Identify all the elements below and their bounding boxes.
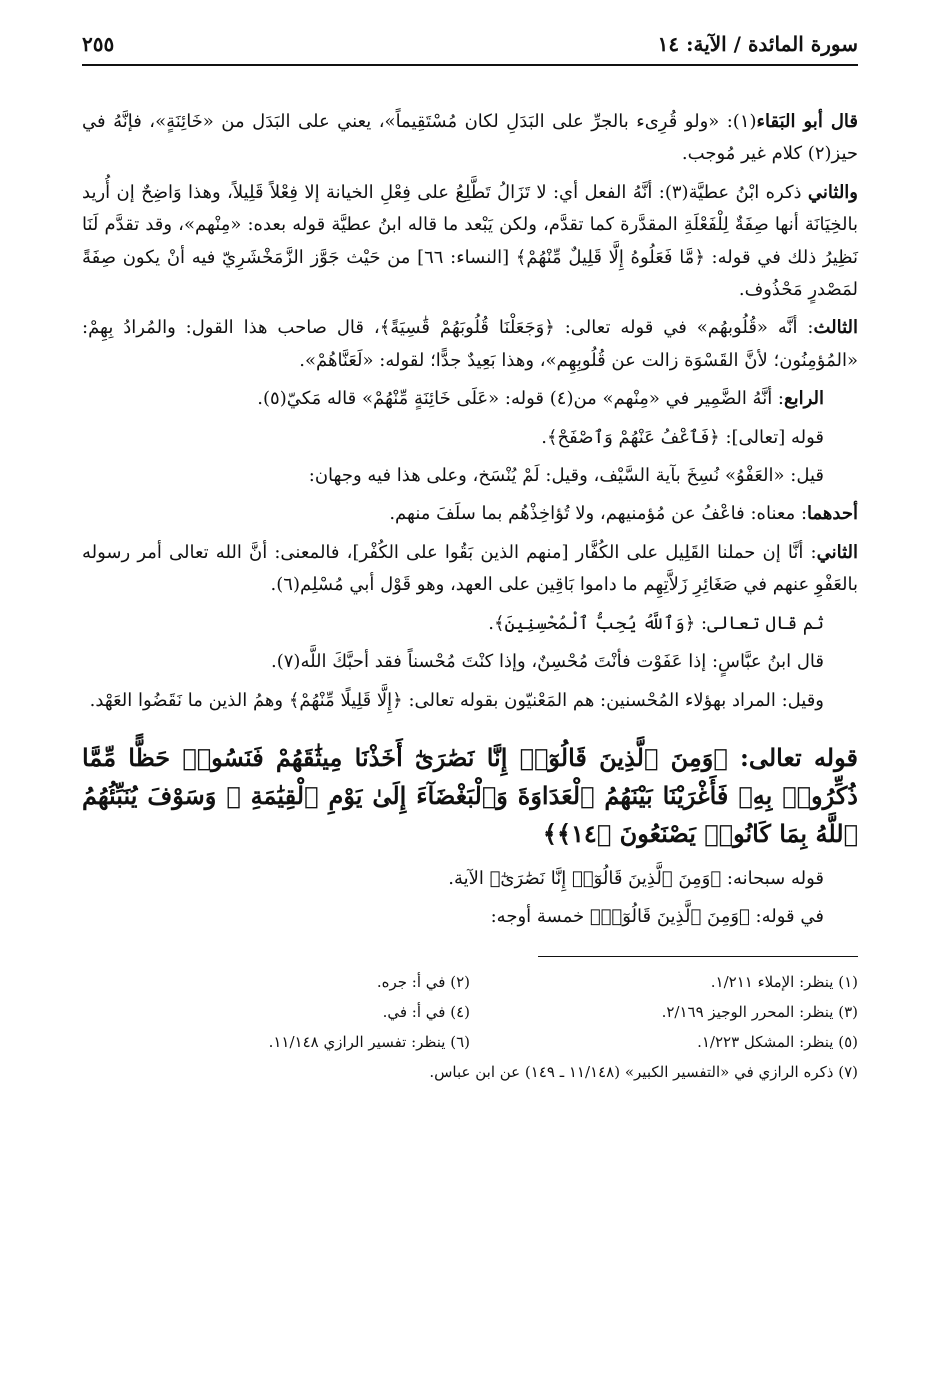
- paragraph: [82, 177, 858, 307]
- paragraph-text: : أنَّه «قُلُوبهُم» في قوله تعالى: ﴿وَجَعَلْنَا قُلُوبَهُمْ قَٰسِيَةً﴾، قال صاحب هذا القول: والمُرادُ بِهِمْ: «المُؤمِنُون؛ لأنَّ القَسْوَة زالت عن قُلُوبِهِم»، وهذا بَعِيدٌ جدًّا؛ لقوله: «لَعَنَّاهُمْ».: [82, 317, 858, 371]
- paragraph-text: : أنَّهُ الضَّمِير في «مِنْهم» من(٤) قوله: «عَلَى خَائِنَةٍ مِّنْهُمْ» قاله مَكيّ(٥).: [257, 388, 784, 410]
- paragraph: [82, 460, 858, 492]
- paragraph-text: وقيل: المراد بهؤلاء المُحْسنين: هم المَعْنيّون بقوله تعالى: ﴿إِلَّا قَلِيلًا مِّنْهُمْ﴾ وهمُ الذين ما نَقَضُوا العَهْد.: [89, 689, 824, 711]
- paragraph-text: قال ابنُ عبَّاسٍ: إذا عَفَوْت فأنْتَ مُحْسِنٌ، وإذا كنْتَ مُحْسناً فقد أحبَّكَ اللَّه(٧).: [271, 651, 824, 673]
- footnotes: [82, 967, 858, 1087]
- footnote-row: [82, 1027, 858, 1057]
- paragraph-text: في قوله: ﴿وَمِنَ ٱلَّذِينَ قَالُوٓا۟﴾ خمسة أوجه:: [490, 906, 824, 928]
- footnote-row: [82, 967, 858, 997]
- paragraph: [82, 312, 858, 377]
- quran-verse: قوله تعالى: ﴿وَمِنَ ٱلَّذِينَ قَالُوٓا۟ إِنَّا نَصَٰرَىٰٓ أَخَذْنَا مِيثَٰقَهُمْ فَنَسُوا۟ حَظًّا مِّمَّا ذُكِّرُوا۟ بِهِۦ فَأَغْرَيْنَا بَيْنَهُمُ ٱلْعَدَاوَةَ وَٱلْبَغْضَآءَ إِلَىٰ يَوْمِ ٱلْقِيَٰمَةِ ۚ وَسَوْفَ يُنَبِّئُهُمُ ٱللَّهُ بِمَا كَانُوا۟ يَصْنَعُونَ ﴿١٤﴾﴾: [82, 742, 858, 848]
- paragraph-lead: الثاني: [816, 541, 858, 563]
- running-header: [82, 30, 858, 66]
- footnote-divider: [538, 956, 858, 957]
- header-surah: سورة المائدة / الآية: ١٤: [657, 32, 858, 56]
- paragraph-lead: الثالث: [813, 317, 858, 339]
- paragraph: [82, 685, 858, 717]
- main-text: [82, 106, 858, 1087]
- footnote: (٣) ينظر: المحرر الوجيز ٢/١٦٩.: [661, 1002, 858, 1021]
- paragraph: [82, 106, 858, 171]
- footnote-row: [82, 1057, 858, 1087]
- paragraph: [82, 537, 858, 602]
- footnote: (٧) ذكره الرازي في «التفسير الكبير» (١١/١٤٨ ـ ١٤٩) عن ابن عباس.: [429, 1062, 858, 1081]
- page-number: ٢٥٥: [82, 32, 115, 56]
- paragraph-text: قوله سبحانه: ﴿وَمِنَ ٱلَّذِينَ قَالُوٓا۟ إِنَّا نَصَٰرَىٰٓ﴾ الآية.: [448, 867, 824, 889]
- footnote: (٤) في أ: في.: [382, 1002, 470, 1021]
- paragraph-lead: قال أبو البَقاء: [756, 111, 858, 132]
- footnote: (٢) في أ: جره.: [376, 972, 470, 991]
- paragraph: [82, 863, 858, 895]
- paragraph-text: : أنَّا إن حملنا القَلِيل على الكُفَّار [منهم الذين بَقُوا على الكُفْر]، فالمعنى: أنَّ الله تعالى أمر رسوله بالعَفْوِ عنهم في صَغَائِرِ زَلاَّتِهِم ما داموا بَاقِين على العهد، وهو قَوْل أبي مُسْلِم(٦).: [82, 541, 858, 596]
- book-page: [82, 30, 858, 1087]
- paragraph-lead: أحدهما: [807, 503, 858, 525]
- footnote: (٦) ينظر: تفسير الرازي ١١/١٤٨.: [268, 1032, 470, 1051]
- paragraph-text: : معناه: فاعْفُ عن مُؤمنيهم، ولا تُؤاخِذْهُم بما سلَفَ منهم.: [389, 503, 808, 525]
- footnote-row: [82, 997, 858, 1027]
- paragraph-text: ذكره ابْنُ عطيَّة(٣): أنَّهُ الفعل أي: لا تَزَالُ تَطَّلِعُ على فِعْلِ الخيانة إلا فِعْلاً قَلِيلاً، وهذا وَاضِحٌ إن أُريد بالخِيَانَة أنها صِفَةٌ لِلْفَعْلَةِ المقدَّرة كما تقدَّم، ولكن يَبْعد ما قاله ابنُ عطيَّة قوله بعده: «مِنْهم»، وقد تقدَّم لَنَا نَظِيرُ ذلك في قوله: ﴿مَّا فَعَلُوهُ إِلَّا قَلِيلٌ مِّنْهُمْ﴾ [النساء: ٦٦] من حَيْث جَوَّز الزَّمَخْشَرِيّ فيه أنْ يكون صِفَةً لمَصْدرٍ مَحْذُوف.: [82, 181, 859, 301]
- paragraph: [82, 498, 858, 530]
- paragraph-text: قيل: «العَفْوُ» نُسِخَ بآية السَّيْف، وقيل: لَمْ يُنْسَخ، وعلى هذا فيه وجهان:: [308, 465, 824, 487]
- footnote: (٥) ينظر: المشكل ١/٢٢٣.: [697, 1032, 858, 1051]
- paragraph-text: قوله [تعالى]: ﴿فَٱعْفُ عَنْهُمْ وَٱصْفَحْ﴾.: [541, 426, 824, 448]
- paragraph: [82, 422, 858, 454]
- paragraph-lead: والثاني: [807, 181, 858, 203]
- paragraph-text: (١): «ولو قُرِىء بالجرِّ على البَدَلِ لكان مُسْتَقِيماً»، يعني على البَدَل من «خَائِنَةٍ»، فإنَّهُ في حيز(٢) كلام غير مُوجب.: [82, 111, 858, 165]
- paragraph: [82, 383, 858, 415]
- paragraph: [82, 901, 858, 933]
- paragraph: [82, 646, 858, 678]
- paragraph-lead: الرابع: [783, 388, 824, 410]
- footnote: (١) ينظر: الإملاء ١/٢١١.: [710, 972, 858, 991]
- paragraph-text: ثم قال تعالى: ﴿وَٱللَّهُ يُحِبُّ ٱلْمُحْسِنِينَ﴾.: [488, 612, 824, 634]
- paragraph: [82, 608, 858, 640]
